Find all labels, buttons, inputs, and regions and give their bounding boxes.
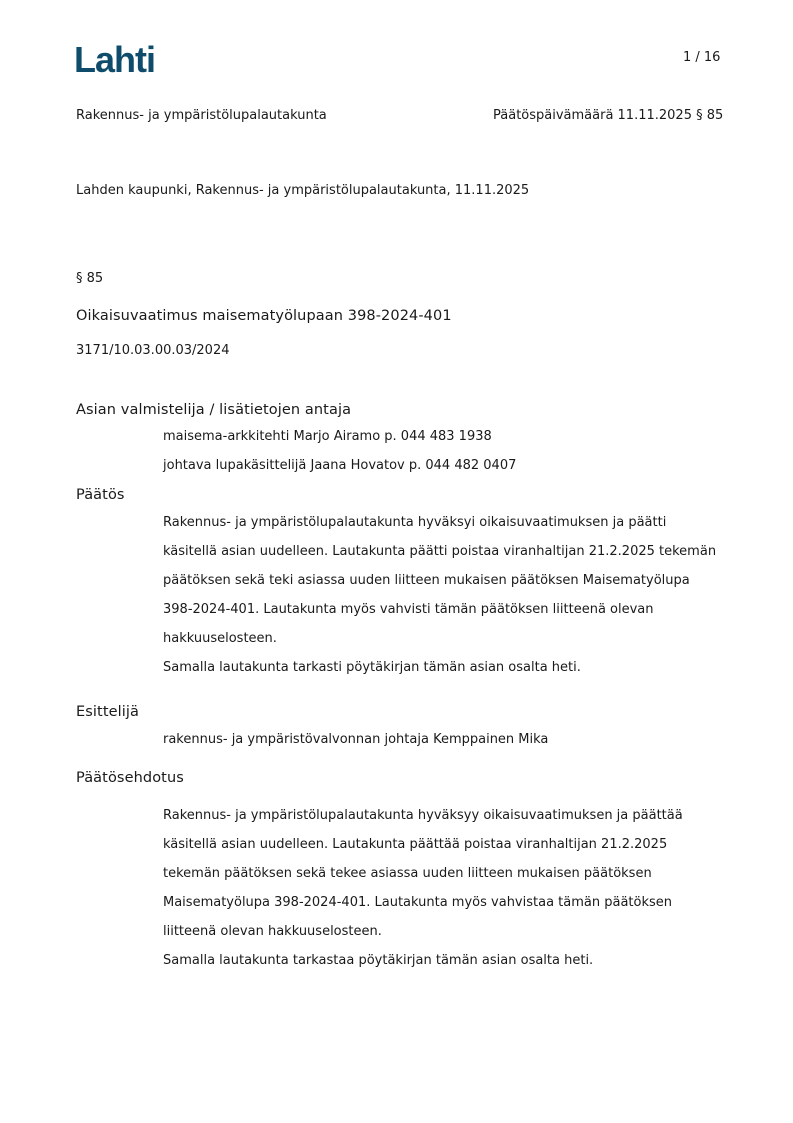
decision-line: päätöksen sekä teki asiassa uuden liitteen mukaisen päätöksen Maisematyölupa	[163, 573, 690, 588]
organization-name: Rakennus- ja ympäristölupalautakunta	[76, 108, 327, 123]
preparers-heading: Asian valmistelija / lisätietojen antaja	[76, 402, 352, 418]
proposal-heading: Päätösehdotus	[76, 770, 184, 786]
page-number: 1 / 16	[683, 50, 721, 65]
proposal-line: tekemän päätöksen sekä tekee asiassa uuden liitteen mukaisen päätöksen	[163, 866, 652, 881]
proposal-line: käsitellä asian uudelleen. Lautakunta päättää poistaa viranhaltijan 21.2.2025	[163, 837, 668, 852]
proposal-line: Samalla lautakunta tarkastaa pöytäkirjan tämän asian osalta heti.	[163, 953, 594, 968]
decision-line: Rakennus- ja ympäristölupalautakunta hyväksyi oikaisuvaatimuksen ja päätti	[163, 515, 667, 530]
preparer-2: johtava lupakäsittelijä Jaana Hovatov p. 044 482 0407	[163, 458, 517, 473]
decision-line: hakkuuselosteen.	[163, 631, 277, 646]
meeting-line: Lahden kaupunki, Rakennus- ja ympäristölupalautakunta, 11.11.2025	[76, 183, 530, 198]
decision-date: Päätöspäivämäärä 11.11.2025 § 85	[493, 108, 724, 123]
presenter-heading: Esittelijä	[76, 704, 140, 720]
decision-line: Samalla lautakunta tarkasti pöytäkirjan tämän asian osalta heti.	[163, 660, 581, 675]
decision-heading: Päätös	[76, 487, 125, 503]
decision-line: 398-2024-401. Lautakunta myös vahvisti tämän päätöksen liitteenä olevan	[163, 602, 654, 617]
lahti-logo: Lahti	[74, 39, 155, 80]
section-number: § 85	[76, 271, 104, 286]
preparer-1: maisema-arkkitehti Marjo Airamo p. 044 483 1938	[163, 429, 492, 444]
proposal-line: Rakennus- ja ympäristölupalautakunta hyväksyy oikaisuvaatimuksen ja päättää	[163, 808, 683, 823]
proposal-line: Maisematyölupa 398-2024-401. Lautakunta myös vahvistaa tämän päätöksen	[163, 895, 673, 910]
proposal-line: liitteenä olevan hakkuuselosteen.	[163, 924, 382, 939]
presenter-name: rakennus- ja ympäristövalvonnan johtaja Kemppainen Mika	[163, 732, 549, 747]
page-title: Oikaisuvaatimus maisematyölupaan 398-2024-401	[76, 308, 452, 324]
record-number: 3171/10.03.00.03/2024	[76, 343, 230, 358]
decision-line: käsitellä asian uudelleen. Lautakunta päätti poistaa viranhaltijan 21.2.2025 tekemän	[163, 544, 717, 559]
